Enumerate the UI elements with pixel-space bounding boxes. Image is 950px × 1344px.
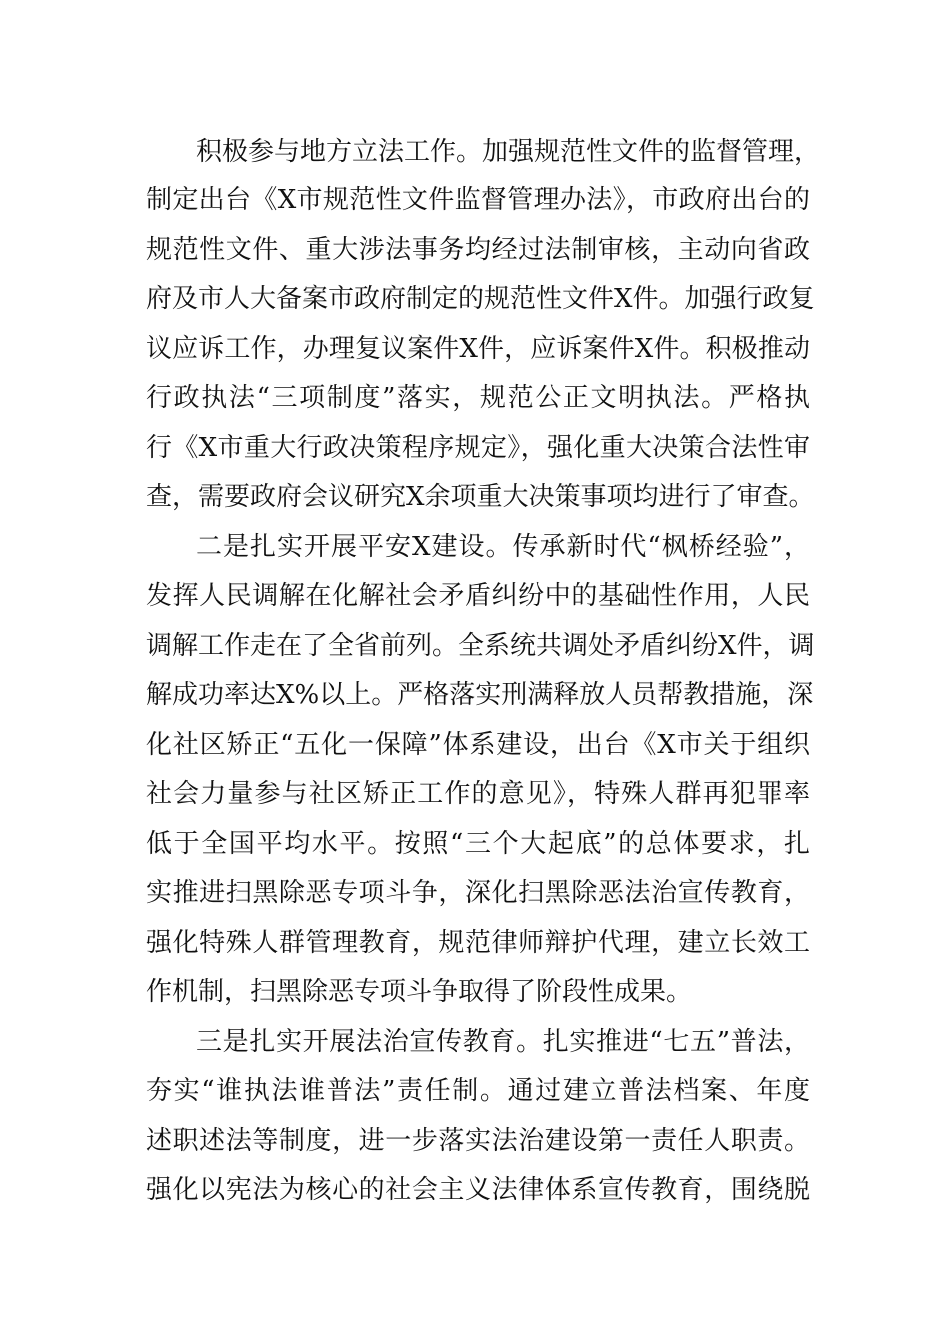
paragraph-line: 低于全国平均水平。按照“三个大起底”的总体要求，扎 (146, 829, 810, 859)
paragraph-line: 府及市人大备案市政府制定的规范性文件X件。加强行政复 (146, 284, 815, 314)
paragraph-line: 行政执法“三项制度”落实，规范公正文明执法。严格执 (146, 383, 810, 413)
paragraph-line: 强化特殊人群管理教育，规范律师辩护代理，建立长效工 (146, 928, 810, 958)
paragraph-line: 规范性文件、重大涉法事务均经过法制审核，主动向省政 (146, 235, 810, 265)
paragraph-line: 查，需要政府会议研究X余项重大决策事项均进行了审查。 (146, 482, 815, 512)
paragraph-line: 化社区矫正“五化一保障”体系建设，出台《X市关于组织 (146, 730, 810, 760)
paragraph-line: 发挥人民调解在化解社会矛盾纠纷中的基础性作用，人民 (146, 581, 810, 611)
paragraph-line: 议应诉工作，办理复议案件X件，应诉案件X件。积极推动 (146, 334, 810, 364)
paragraph-line: 夯实“谁执法谁普法”责任制。通过建立普法档案、年度 (146, 1076, 810, 1106)
paragraph-line: 行《X市重大行政决策程序规定》，强化重大决策合法性审 (146, 433, 810, 463)
paragraph-line: 实推进扫黑除恶专项斗争，深化扫黑除恶法治宣传教育， (146, 878, 810, 908)
paragraph-line: 强化以宪法为核心的社会主义法律体系宣传教育，围绕脱 (146, 1175, 810, 1205)
paragraph-line: 三是扎实开展法治宣传教育。扎实推进“七五”普法， (196, 1027, 810, 1057)
paragraph-line: 解成功率达X%以上。严格落实刑满释放人员帮教措施，深 (146, 680, 814, 710)
paragraph-line: 二是扎实开展平安X建设。传承新时代“枫桥经验”， (196, 532, 810, 562)
paragraph-line: 积极参与地方立法工作。加强规范性文件的监督管理， (196, 137, 821, 167)
paragraph-line: 述职述法等制度，进一步落实法治建设第一责任人职责。 (146, 1126, 810, 1156)
paragraph-line: 制定出台《X市规范性文件监督管理办法》，市政府出台的 (146, 185, 810, 215)
paragraph-line: 作机制，扫黑除恶专项斗争取得了阶段性成果。 (146, 977, 693, 1007)
paragraph-line: 社会力量参与社区矫正工作的意见》，特殊人群再犯罪率 (146, 779, 810, 809)
paragraph-line: 调解工作走在了全省前列。全系统共调处矛盾纠纷X件，调 (146, 631, 815, 661)
